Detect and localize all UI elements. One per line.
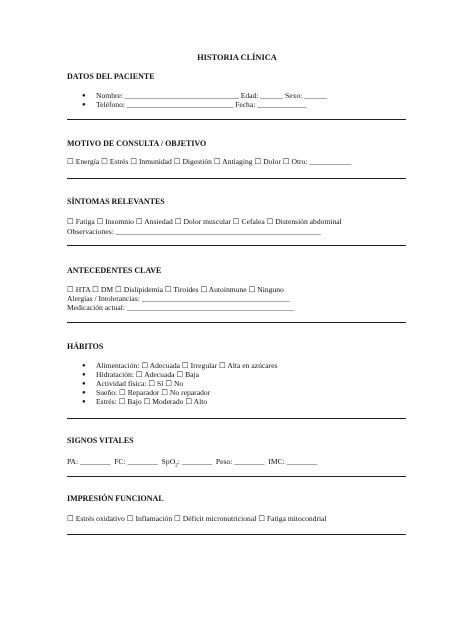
- patient-phone-date-field[interactable]: Teléfono: ____________________________ Fecha: _____________: [96, 100, 307, 109]
- bullet-icon: ●: [82, 372, 86, 378]
- reason-checkbox-row[interactable]: ☐ Energía ☐ Estrés ☐ Inmunidad ☐ Digestión ☐ Antiaging ☐ Dolor ☐ Otro: ___________: [67, 157, 352, 166]
- section-heading-patient: DATOS DEL PACIENTE: [67, 72, 155, 81]
- impression-checkbox-row[interactable]: ☐ Estrés oxidativo ☐ Inflamación ☐ Déficit micronutricional ☐ Fatiga mitocondrial: [67, 514, 327, 523]
- section-heading-history: ANTECEDENTES CLAVE: [67, 266, 162, 275]
- allergies-field[interactable]: Alergias / Intolerancias: _______________________________________: [67, 294, 290, 303]
- bullet-icon: ●: [82, 399, 86, 405]
- spo2-blank: : ________: [177, 457, 213, 466]
- spo2-label: SpO: [161, 457, 176, 466]
- blood-pressure-field[interactable]: PA: ________: [67, 457, 111, 466]
- bullet-icon: ●: [82, 381, 86, 387]
- habit-hydration-row[interactable]: Hidratación: ☐ Adecuada ☐ Baja: [96, 370, 200, 379]
- observations-field[interactable]: Observaciones: ______________________________________________________: [67, 227, 321, 236]
- habit-stress-row[interactable]: Estrés: ☐ Bajo ☐ Moderado ☐ Alto: [96, 397, 208, 406]
- bmi-field[interactable]: IMC: ________: [268, 457, 318, 466]
- history-checkbox-row[interactable]: ☐ HTA ☐ DM ☐ Dislipidemia ☐ Tiroides ☐ Autoinmune ☐ Ninguno: [67, 285, 284, 294]
- section-divider: [67, 476, 406, 477]
- section-divider: [67, 418, 406, 419]
- vitals-row: [67, 457, 317, 467]
- current-medication-field[interactable]: Medicación actual: ____________________________________________: [67, 303, 294, 312]
- section-heading-impression: IMPRESIÓN FUNCIONAL: [67, 494, 164, 503]
- spo2-subscript: 2: [175, 463, 178, 469]
- section-divider: [67, 534, 406, 535]
- spo2-field[interactable]: [161, 457, 213, 469]
- patient-name-age-sex-field[interactable]: Nombre: ______________________________ Edad: ______ Sexo: ______: [96, 91, 327, 100]
- section-heading-vitals: SIGNOS VITALES: [67, 436, 134, 445]
- bullet-icon: ●: [82, 93, 86, 99]
- section-heading-reason: MOTIVO DE CONSULTA / OBJETIVO: [67, 139, 207, 148]
- bullet-icon: ●: [82, 390, 86, 396]
- habit-activity-row[interactable]: Actividad física: ☐ Sí ☐ No: [96, 379, 184, 388]
- section-divider: [67, 178, 406, 179]
- symptoms-checkbox-row[interactable]: ☐ Fatiga ☐ Insomnio ☐ Ansiedad ☐ Dolor muscular ☐ Cefalea ☐ Distensión abdominal: [67, 217, 342, 226]
- document-title: HISTORIA CLÍNICA: [197, 53, 277, 62]
- section-divider: [67, 245, 406, 246]
- bullet-icon: ●: [82, 363, 86, 369]
- habit-sleep-row[interactable]: Sueño: ☐ Reparador ☐ No reparador: [96, 388, 211, 397]
- section-divider: [67, 119, 406, 120]
- section-divider: [67, 322, 406, 323]
- heart-rate-field[interactable]: FC: ________: [114, 457, 158, 466]
- section-heading-symptoms: SÍNTOMAS RELEVANTES: [67, 197, 165, 206]
- section-heading-habits: HÁBITOS: [67, 342, 104, 351]
- habit-nutrition-row[interactable]: Alimentación: ☐ Adecuada ☐ Irregular ☐ Alta en azúcares: [96, 361, 278, 370]
- bullet-icon: ●: [82, 102, 86, 108]
- weight-field[interactable]: Peso: ________: [215, 457, 265, 466]
